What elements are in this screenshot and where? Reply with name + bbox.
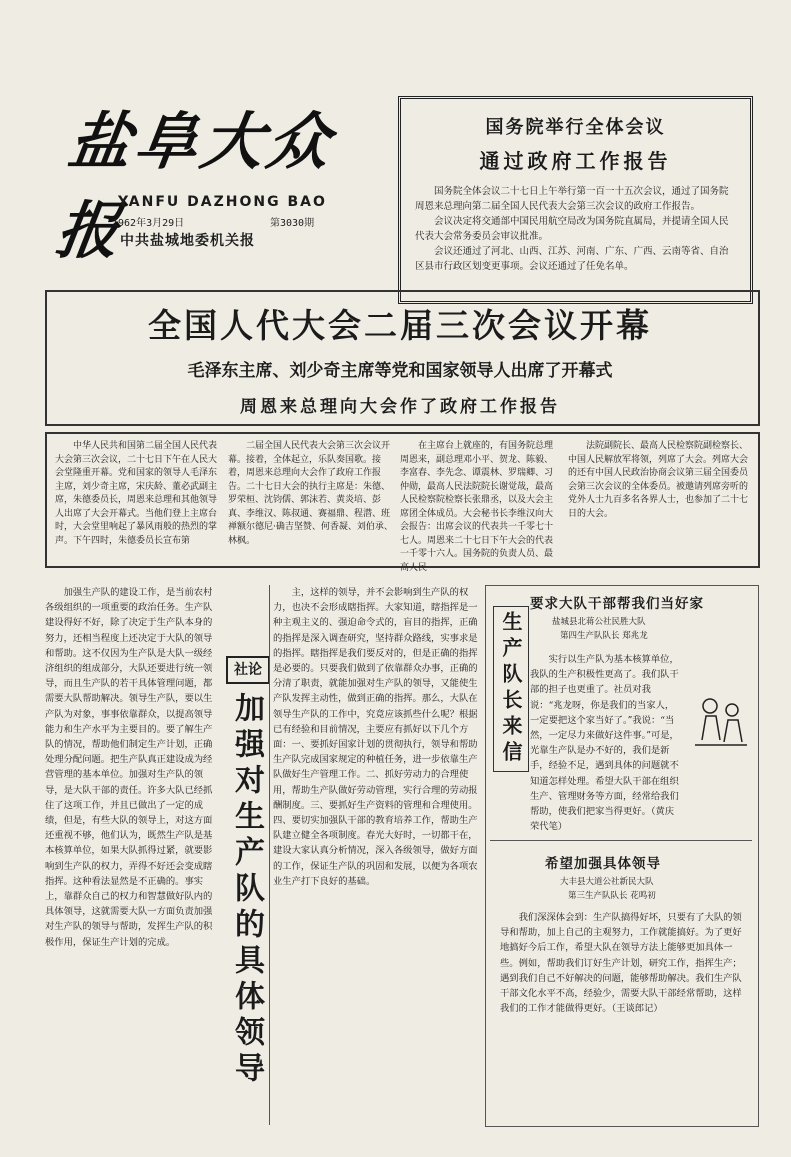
lead-story-column (55, 440, 220, 560)
news-brief-paragraph: 国务院全体会议二十七日上午举行第一百一十五次会议，通过了国务院周恩来总理向第二届全国人民代表大会第三次会议的政府工作报告。 (415, 186, 729, 212)
editorial-column (273, 585, 478, 1125)
letter-2-byline: 大丰县大道公社新民大队 (560, 877, 654, 887)
column-divider (269, 585, 270, 1125)
letter-1-paragraph: 实行以生产队为基本核算单位，我队的生产积极性更高了。我们队干部的担子也更重了。社员对我说：“兆龙呀，你是我们的当家人，一定要把这个家当好了。”我说：“当然，一定尽力来做好这件事。”可是，光靠生产队是办不好的，我们是新手，经验不足，遇到具体的问题就不知道怎样处理。希望大队干部在组织生产、管理财务等方面，经常给我们帮助，使我们把家当得更好。（黄庆荣代笔） (530, 654, 679, 833)
news-brief-subheadline: 通过政府工作报告 (479, 149, 672, 173)
subheadline-1: 毛泽东主席、刘少奇主席等党和国家领导人出席了开幕式 (187, 361, 613, 381)
editorial-column (45, 585, 220, 1125)
lead-story-column (228, 440, 393, 560)
farmers-illustration (690, 690, 750, 750)
news-brief-box (398, 96, 753, 304)
letter-1-byline: 盐城县北蒋公社民胜大队 (552, 617, 646, 627)
masthead-issue: 第3030期 (270, 218, 315, 229)
letter-2-paragraph: 我们深深体会到：生产队搞得好坏，只要有了大队的领导和帮助，加上自己的主观努力，工作就能搞好。为了更好地搞好今后工作，希望大队在领导方法上能够更加具体一些。例如，帮助我们订好生产计划，研究工作，指挥生产；遇到我们自己不好解决的问题，能够帮助解决。我们生产队干部文化水平不高，经验少，需要大队干部经常帮助，这样我们的工作才能做得更好。（王谈郎记） (500, 912, 742, 1015)
news-brief-headline: 国务院举行全体会议 (485, 117, 666, 138)
masthead-title: 盐阜大众报 (51, 105, 339, 267)
lead-paragraph: 二届全国人民代表大会第三次会议开幕。接着，全体起立，乐队奏国歌。接着，周恩来总理向大会作了政府工作报告。二十七日大会的执行主席是：朱德、罗荣桓、沈钧儒、郭沫若、黄炎培、彭真、李维汉、陈叔通、赛福鼎、程潜、班禅额尔德尼·确吉坚赞、何香凝、刘伯承、林枫。 (228, 441, 393, 546)
letter-2-title: 希望加强具体领导 (545, 856, 661, 872)
masthead-date: 1962年3月29日 (112, 218, 185, 229)
lead-paragraph: 法院副院长、最高人民检察院副检察长、中国人民解放军将领，列席了大会。列席大会的还有中国人民政治协商会议第三届全国委员会第三次会议的全体委员。被邀请列席旁听的党外人士九百多名各界人士，也参加了二十七日的大会。 (568, 441, 749, 519)
masthead-pinyin: YANFU DAZHONG BAO (118, 194, 327, 210)
letter-2-body (500, 910, 750, 1120)
lead-paragraph: 在主席台上就座的，有国务院总理周恩来，副总理邓小平、贺龙、陈毅、李富春、李先念、谭震林、罗瑞卿、习仲勋，最高人民法院院长谢觉哉，最高人民检察院检察长张鼎丞，以及大会主席团全体成员。大会秘书长李维汉向大会报告：出席会议的代表共一千零七十七人。周恩来二十七日下午大会的代表一千零十六人。国务院的负责人员、最高人民 (400, 441, 554, 573)
letter-2-byline: 第三生产队队长 花鸣初 (568, 891, 656, 901)
letter-1-byline: 第四生产队队长 郑兆龙 (560, 631, 648, 641)
lead-story-column (400, 440, 560, 573)
lead-story-column (568, 440, 753, 560)
editorial-paragraph: 主，这样的领导，并不会影响到生产队的权力，也决不会形成瞎指挥。大家知道，瞎指挥是一种主观主义的、强迫命令式的，盲目的指挥，正确的指挥是深入调查研究，坚持群众路线，实事求是的指挥。瞎指挥是我们要反对的，但是正确的指挥是必要的。只要我们做到了依靠群众办事，正确的分清了职责，就能加强对生产队的领导，又能使生产队发挥主动性，做到正确的指挥。那么，大队在领导生产队的工作中，究竟应该抓些什么呢？根据已有经验和目前情况，主要应有抓好以下几个方面：一、要抓好国家计划的贯彻执行，领导和帮助生产队完成国家规定的种植任务，进一步依靠生产队做好生产管理工作。二、抓好劳动力的合理使用，帮助生产队做好劳动管理，实行合理的劳动报酬制度。三、要抓好生产资料的管理和合理使用。四、要切实加强队干部的教育培养工作，帮助生产队建立健全各项制度。春光大好时，一切都干在，建设大家认真分析情况，深入各级领导，做好方面的工作，保证生产队的巩固和发展，以便为各项农业生产打下良好的基础。 (273, 587, 478, 887)
news-brief-paragraph: 会议决定将交通部中国民用航空局改为国务院直属局，并提请全国人民代表大会常务委员会审议批准。 (415, 216, 729, 242)
subheadline-2: 周恩来总理向大会作了政府工作报告 (240, 397, 560, 417)
letters-section-tag: 生产队长来信 (493, 606, 529, 772)
letter-1-title: 要求大队干部帮我们当好家 (530, 596, 704, 612)
editorial-title: 加强对生产队的具体领导 (229, 692, 264, 1088)
section-divider (490, 840, 752, 841)
news-brief-paragraph: 会议还通过了河北、山西、江苏、河南、广东、广西、云南等省、自治区县市行政区划变更事项。会议还通过了任免名单。 (415, 246, 729, 272)
masthead-org: 中共盐城地委机关报 (120, 233, 255, 249)
main-headline: 全国人代大会二届三次会议开幕 (148, 306, 652, 345)
editorial-paragraph: 加强生产队的建设工作，是当前农村各级组织的一项重要的政治任务。生产队建设得好不好，除了决定于生产队本身的努力，还相当程度上还决定于大队的领导和帮助。这不仅因为生产队是大队一级经济组织的组成部分，大队还要进行统一领导，而且生产队的若干具体管理问题，都需要大队帮助解决。领导生产队，要以生产队为对象，事事依靠群众，以提高领导能力和生产水平为主要目的。要了解生产队的情况，帮助他们制定生产计划，正确处理分配问题。把生产队真正建设成为经营管理的基本单位。加强对生产队的领导，是大队干部的责任。许多大队已经抓住了这项工作，并且已做出了一定的成绩，但是，有些大队的领导上，对这方面还重视不够，他们认为，既然生产队是基本核算单位，如果大队抓得过紧，就要影响到生产队的权力，弄得不好还会变成瞎指挥。这种看法显然是不正确的。事实上，靠群众自己的权力和智慧做好队内的具体领导，这就需要大队一方面负责加强对生产队的领导与帮助，发挥生产队的积极作用，保证生产计划的完成。 (45, 587, 213, 948)
lead-paragraph: 中华人民共和国第二届全国人民代表大会第三次会议，二十七日下午在人民大会堂隆重开幕。党和国家的领导人毛泽东主席，刘少奇主席，宋庆龄、董必武副主席，朱德委员长，周恩来总理和其他领导人出席了大会开幕式。当他们登上主席台时，大会堂里响起了暴风雨般的热烈的掌声。下午四时，朱德委员长宣布第 (55, 441, 218, 546)
letter-1-body (530, 652, 680, 833)
editorial-tag: 社论 (226, 656, 270, 684)
